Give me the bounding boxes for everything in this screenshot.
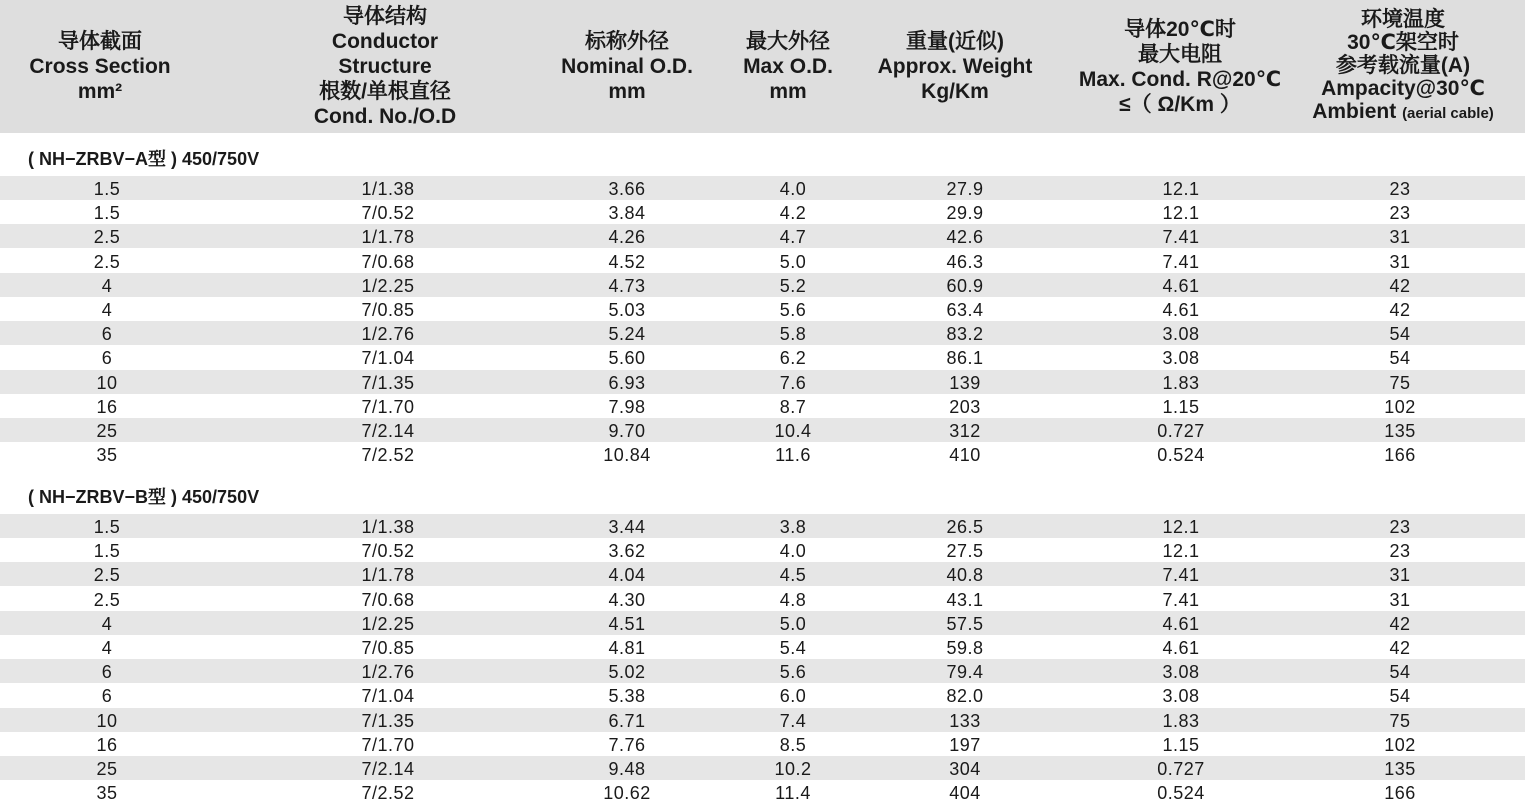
header-line: Ampacity@30℃ (1321, 77, 1485, 100)
header-line: 重量(近似) (906, 30, 1004, 53)
table-cell: 6.71 (608, 711, 646, 731)
table-row (0, 538, 1525, 562)
table-cell: 404 (949, 783, 981, 803)
header-line: 最大外径 (746, 30, 830, 53)
table-cell: 4.73 (608, 276, 646, 296)
table-row (0, 249, 1525, 273)
table-cell: 40.8 (946, 565, 984, 585)
table-cell: 75 (1389, 373, 1411, 393)
table-cell: 31 (1389, 252, 1411, 272)
header-conductor-structure (285, 0, 485, 133)
table-cell: 83.2 (946, 324, 984, 344)
table-cell: 31 (1389, 565, 1411, 585)
table-cell: 4.61 (1162, 300, 1200, 320)
table-cell: 42 (1389, 638, 1411, 658)
table-cell: 7/0.85 (361, 300, 415, 320)
table-cell: 135 (1384, 421, 1416, 441)
table-cell: 7/1.04 (361, 686, 415, 706)
table-row (0, 659, 1525, 683)
table-cell: 60.9 (946, 276, 984, 296)
table-cell: 10.2 (774, 759, 812, 779)
table-row (0, 224, 1525, 248)
table-cell: 5.6 (779, 300, 807, 320)
header-line: Kg/Km (921, 80, 989, 103)
table-cell: 4.04 (608, 565, 646, 585)
header-line: mm (769, 80, 807, 103)
table-cell: 3.84 (608, 203, 646, 223)
table-cell: 23 (1389, 541, 1411, 561)
table-cell: 5.02 (608, 662, 646, 682)
header-line: 根数/单根直径 (319, 80, 451, 103)
table-cell: 0.727 (1157, 759, 1205, 779)
table-cell: 1.5 (93, 541, 121, 561)
table-cell: 3.08 (1162, 324, 1200, 344)
header-approx-weight (855, 0, 1055, 133)
table-cell: 10 (96, 373, 118, 393)
header-line (1312, 100, 1494, 125)
table-row (0, 442, 1525, 466)
table-cell: 5.03 (608, 300, 646, 320)
table-cell: 1/1.78 (361, 227, 415, 247)
table-cell: 3.08 (1162, 686, 1200, 706)
table-cell: 1.15 (1162, 735, 1200, 755)
table-cell: 4.61 (1162, 638, 1200, 658)
table-cell: 2.5 (93, 227, 121, 247)
header-line: mm (608, 80, 646, 103)
header-line: Approx. Weight (877, 55, 1033, 78)
table-cell: 42 (1389, 300, 1411, 320)
table-cell: 3.62 (608, 541, 646, 561)
table-cell: 54 (1389, 348, 1411, 368)
table-row (0, 273, 1525, 297)
table-cell: 1/1.38 (361, 179, 415, 199)
table-cell: 4.5 (779, 565, 807, 585)
table-cell: 5.24 (608, 324, 646, 344)
table-row (0, 635, 1525, 659)
table-cell: 42 (1389, 276, 1411, 296)
table-cell: 57.5 (946, 614, 984, 634)
table-cell: 7.4 (779, 711, 807, 731)
table-cell: 0.524 (1157, 445, 1205, 465)
table-cell: 82.0 (946, 686, 984, 706)
header-line: 导体20℃时 (1124, 17, 1236, 41)
header-nominal-od (527, 0, 727, 133)
table-cell: 2.5 (93, 565, 121, 585)
table-cell: 7/0.68 (361, 252, 415, 272)
table-cell: 8.7 (779, 397, 807, 417)
table-row (0, 611, 1525, 635)
table-cell: 135 (1384, 759, 1416, 779)
table-row (0, 780, 1525, 804)
table-cell: 29.9 (946, 203, 984, 223)
table-cell: 27.9 (946, 179, 984, 199)
table-cell: 139 (949, 373, 981, 393)
table-cell: 12.1 (1162, 203, 1200, 223)
table-cell: 6 (101, 324, 113, 344)
table-row (0, 514, 1525, 538)
table-cell: 7/0.52 (361, 541, 415, 561)
table-cell: 7/1.35 (361, 373, 415, 393)
table-cell: 1/2.25 (361, 614, 415, 634)
header-max-resistance (1060, 0, 1300, 133)
table-cell: 7.98 (608, 397, 646, 417)
table-cell: 86.1 (946, 348, 984, 368)
table-cell: 54 (1389, 662, 1411, 682)
table-cell: 35 (96, 445, 118, 465)
table-cell: 1/1.38 (361, 517, 415, 537)
table-cell: 31 (1389, 590, 1411, 610)
header-line: Conductor Structure (331, 30, 439, 78)
table-row (0, 200, 1525, 224)
table-cell: 12.1 (1162, 179, 1200, 199)
table-cell: 203 (949, 397, 981, 417)
table-cell: 42.6 (946, 227, 984, 247)
table-cell: 23 (1389, 179, 1411, 199)
table-cell: 6.0 (779, 686, 807, 706)
header-ambient-small: (aerial cable) (1402, 105, 1494, 122)
table-cell: 8.5 (779, 735, 807, 755)
table-cell: 1.5 (93, 179, 121, 199)
table-cell: 4.30 (608, 590, 646, 610)
table-cell: 7/1.70 (361, 735, 415, 755)
table-cell: 25 (96, 759, 118, 779)
table-cell: 12.1 (1162, 541, 1200, 561)
table-cell: 4 (101, 638, 113, 658)
table-cell: 1.5 (93, 517, 121, 537)
table-cell: 7/1.35 (361, 711, 415, 731)
header-line: 导体结构 (343, 5, 427, 28)
table-cell: 4.0 (779, 541, 807, 561)
table-cell: 42 (1389, 614, 1411, 634)
table-cell: 43.1 (946, 590, 984, 610)
table-cell: 7.41 (1162, 227, 1200, 247)
table-cell: 197 (949, 735, 981, 755)
table-cell: 9.70 (608, 421, 646, 441)
table-cell: 9.48 (608, 759, 646, 779)
table-cell: 6 (101, 348, 113, 368)
table-cell: 3.66 (608, 179, 646, 199)
table-cell: 2.5 (93, 590, 121, 610)
table-cell: 1/1.78 (361, 565, 415, 585)
table-row (0, 370, 1525, 394)
table-cell: 5.6 (779, 662, 807, 682)
table-cell: 4 (101, 300, 113, 320)
header-ambient-main: Ambient (1312, 100, 1397, 123)
table-cell: 7.41 (1162, 252, 1200, 272)
table-cell: 11.6 (775, 445, 811, 465)
table-header (0, 0, 1525, 133)
table-cell: 7/2.14 (361, 759, 415, 779)
table-cell: 6 (101, 686, 113, 706)
table-cell: 7.41 (1162, 590, 1200, 610)
table-cell: 7/2.52 (361, 445, 415, 465)
table-cell: 4.8 (779, 590, 807, 610)
header-line: Max. Cond. R@20℃ (1078, 67, 1282, 91)
table-cell: 5.0 (779, 614, 807, 634)
table-cell: 5.2 (779, 276, 807, 296)
table-cell: 7/0.85 (361, 638, 415, 658)
table-cell: 10.4 (774, 421, 812, 441)
table-cell: 304 (949, 759, 981, 779)
table-row (0, 418, 1525, 442)
header-ampacity (1298, 0, 1508, 133)
header-line: Cross Section (29, 55, 171, 78)
table-cell: 79.4 (946, 662, 984, 682)
table-cell: 46.3 (946, 252, 984, 272)
section-title: ( NH−ZRBV−B型 ) 450/750V (28, 487, 260, 507)
table-cell: 12.1 (1162, 517, 1200, 537)
header-line: 参考载流量(A) (1335, 54, 1471, 77)
table-cell: 11.4 (775, 783, 811, 803)
table-cell: 102 (1384, 397, 1416, 417)
table-cell: 4.52 (608, 252, 646, 272)
table-cell: 4.0 (779, 179, 807, 199)
table-cell: 35 (96, 783, 118, 803)
table-cell: 31 (1389, 227, 1411, 247)
table-cell: 7/0.68 (361, 590, 415, 610)
table-cell: 4.81 (608, 638, 646, 658)
header-cross-section (0, 0, 200, 133)
table-cell: 4.51 (608, 614, 646, 634)
header-line: 30℃架空时 (1347, 31, 1459, 54)
table-cell: 133 (949, 711, 981, 731)
table-cell: 2.5 (93, 252, 121, 272)
table-cell: 410 (949, 445, 981, 465)
table-cell: 4 (101, 614, 113, 634)
table-cell: 5.8 (779, 324, 807, 344)
table-cell: 4.26 (608, 227, 646, 247)
table-cell: 102 (1384, 735, 1416, 755)
table-cell: 4.2 (779, 203, 807, 223)
table-cell: 1.5 (93, 203, 121, 223)
table-cell: 26.5 (946, 517, 984, 537)
table-cell: 7/2.52 (361, 783, 415, 803)
table-row (0, 345, 1525, 369)
table-cell: 4.61 (1162, 276, 1200, 296)
table-cell: 3.08 (1162, 348, 1200, 368)
table-cell: 5.4 (779, 638, 807, 658)
table-cell: 3.08 (1162, 662, 1200, 682)
table-row (0, 394, 1525, 418)
table-cell: 59.8 (946, 638, 984, 658)
table-cell: 3.44 (608, 517, 646, 537)
table-row (0, 683, 1525, 707)
table-cell: 7.76 (608, 735, 646, 755)
table-row (0, 297, 1525, 321)
table-cell: 6.93 (608, 373, 646, 393)
table-cell: 7/1.04 (361, 348, 415, 368)
table-cell: 25 (96, 421, 118, 441)
table-cell: 4.7 (779, 227, 807, 247)
table-cell: 27.5 (946, 541, 984, 561)
table-row (0, 562, 1525, 586)
table-cell: 4.61 (1162, 614, 1200, 634)
table-cell: 7.41 (1162, 565, 1200, 585)
table-row (0, 756, 1525, 780)
table-cell: 54 (1389, 686, 1411, 706)
table-cell: 1/2.76 (361, 324, 415, 344)
table-cell: 1.83 (1162, 373, 1200, 393)
table-cell: 1.15 (1162, 397, 1200, 417)
table-row (0, 708, 1525, 732)
table-cell: 54 (1389, 324, 1411, 344)
table-row (0, 587, 1525, 611)
header-line: 导体截面 (58, 30, 142, 53)
header-line: 标称外径 (585, 30, 669, 53)
table-cell: 5.38 (608, 686, 646, 706)
table-cell: 10.62 (603, 783, 651, 803)
header-line: Cond. No./O.D (313, 105, 457, 128)
table-cell: 312 (949, 421, 981, 441)
table-row (0, 732, 1525, 756)
table-cell: 6.2 (779, 348, 807, 368)
header-line: mm² (77, 80, 123, 103)
table-cell: 4 (101, 276, 113, 296)
table-cell: 23 (1389, 517, 1411, 537)
table-row (0, 321, 1525, 345)
table-cell: 0.727 (1157, 421, 1205, 441)
table-cell: 23 (1389, 203, 1411, 223)
table-cell: 1/2.76 (361, 662, 415, 682)
table-cell: 0.524 (1157, 783, 1205, 803)
table-cell: 75 (1389, 711, 1411, 731)
header-line: Nominal O.D. (561, 55, 693, 78)
table-cell: 7/2.14 (361, 421, 415, 441)
table-cell: 63.4 (946, 300, 984, 320)
table-cell: 7/1.70 (361, 397, 415, 417)
table-cell: 6 (101, 662, 113, 682)
table-cell: 166 (1384, 445, 1416, 465)
table-cell: 16 (96, 735, 118, 755)
header-line: 环境温度 (1361, 8, 1445, 31)
table-cell: 5.60 (608, 348, 646, 368)
table-cell: 7.6 (779, 373, 807, 393)
section-title: ( NH−ZRBV−A型 ) 450/750V (28, 149, 260, 169)
table-cell: 10.84 (603, 445, 651, 465)
table-cell: 5.0 (779, 252, 807, 272)
table-cell: 166 (1384, 783, 1416, 803)
table-row (0, 176, 1525, 200)
table-cell: 1/2.25 (361, 276, 415, 296)
table-cell: 7/0.52 (361, 203, 415, 223)
table-cell: 1.83 (1162, 711, 1200, 731)
table-cell: 16 (96, 397, 118, 417)
header-line: Max O.D. (743, 55, 833, 78)
table-cell: 3.8 (779, 517, 807, 537)
table-cell: 10 (96, 711, 118, 731)
header-line: ≤（ Ω/Km ） (1119, 92, 1241, 116)
header-line: 最大电阻 (1138, 42, 1222, 66)
header-max-od (703, 0, 873, 133)
